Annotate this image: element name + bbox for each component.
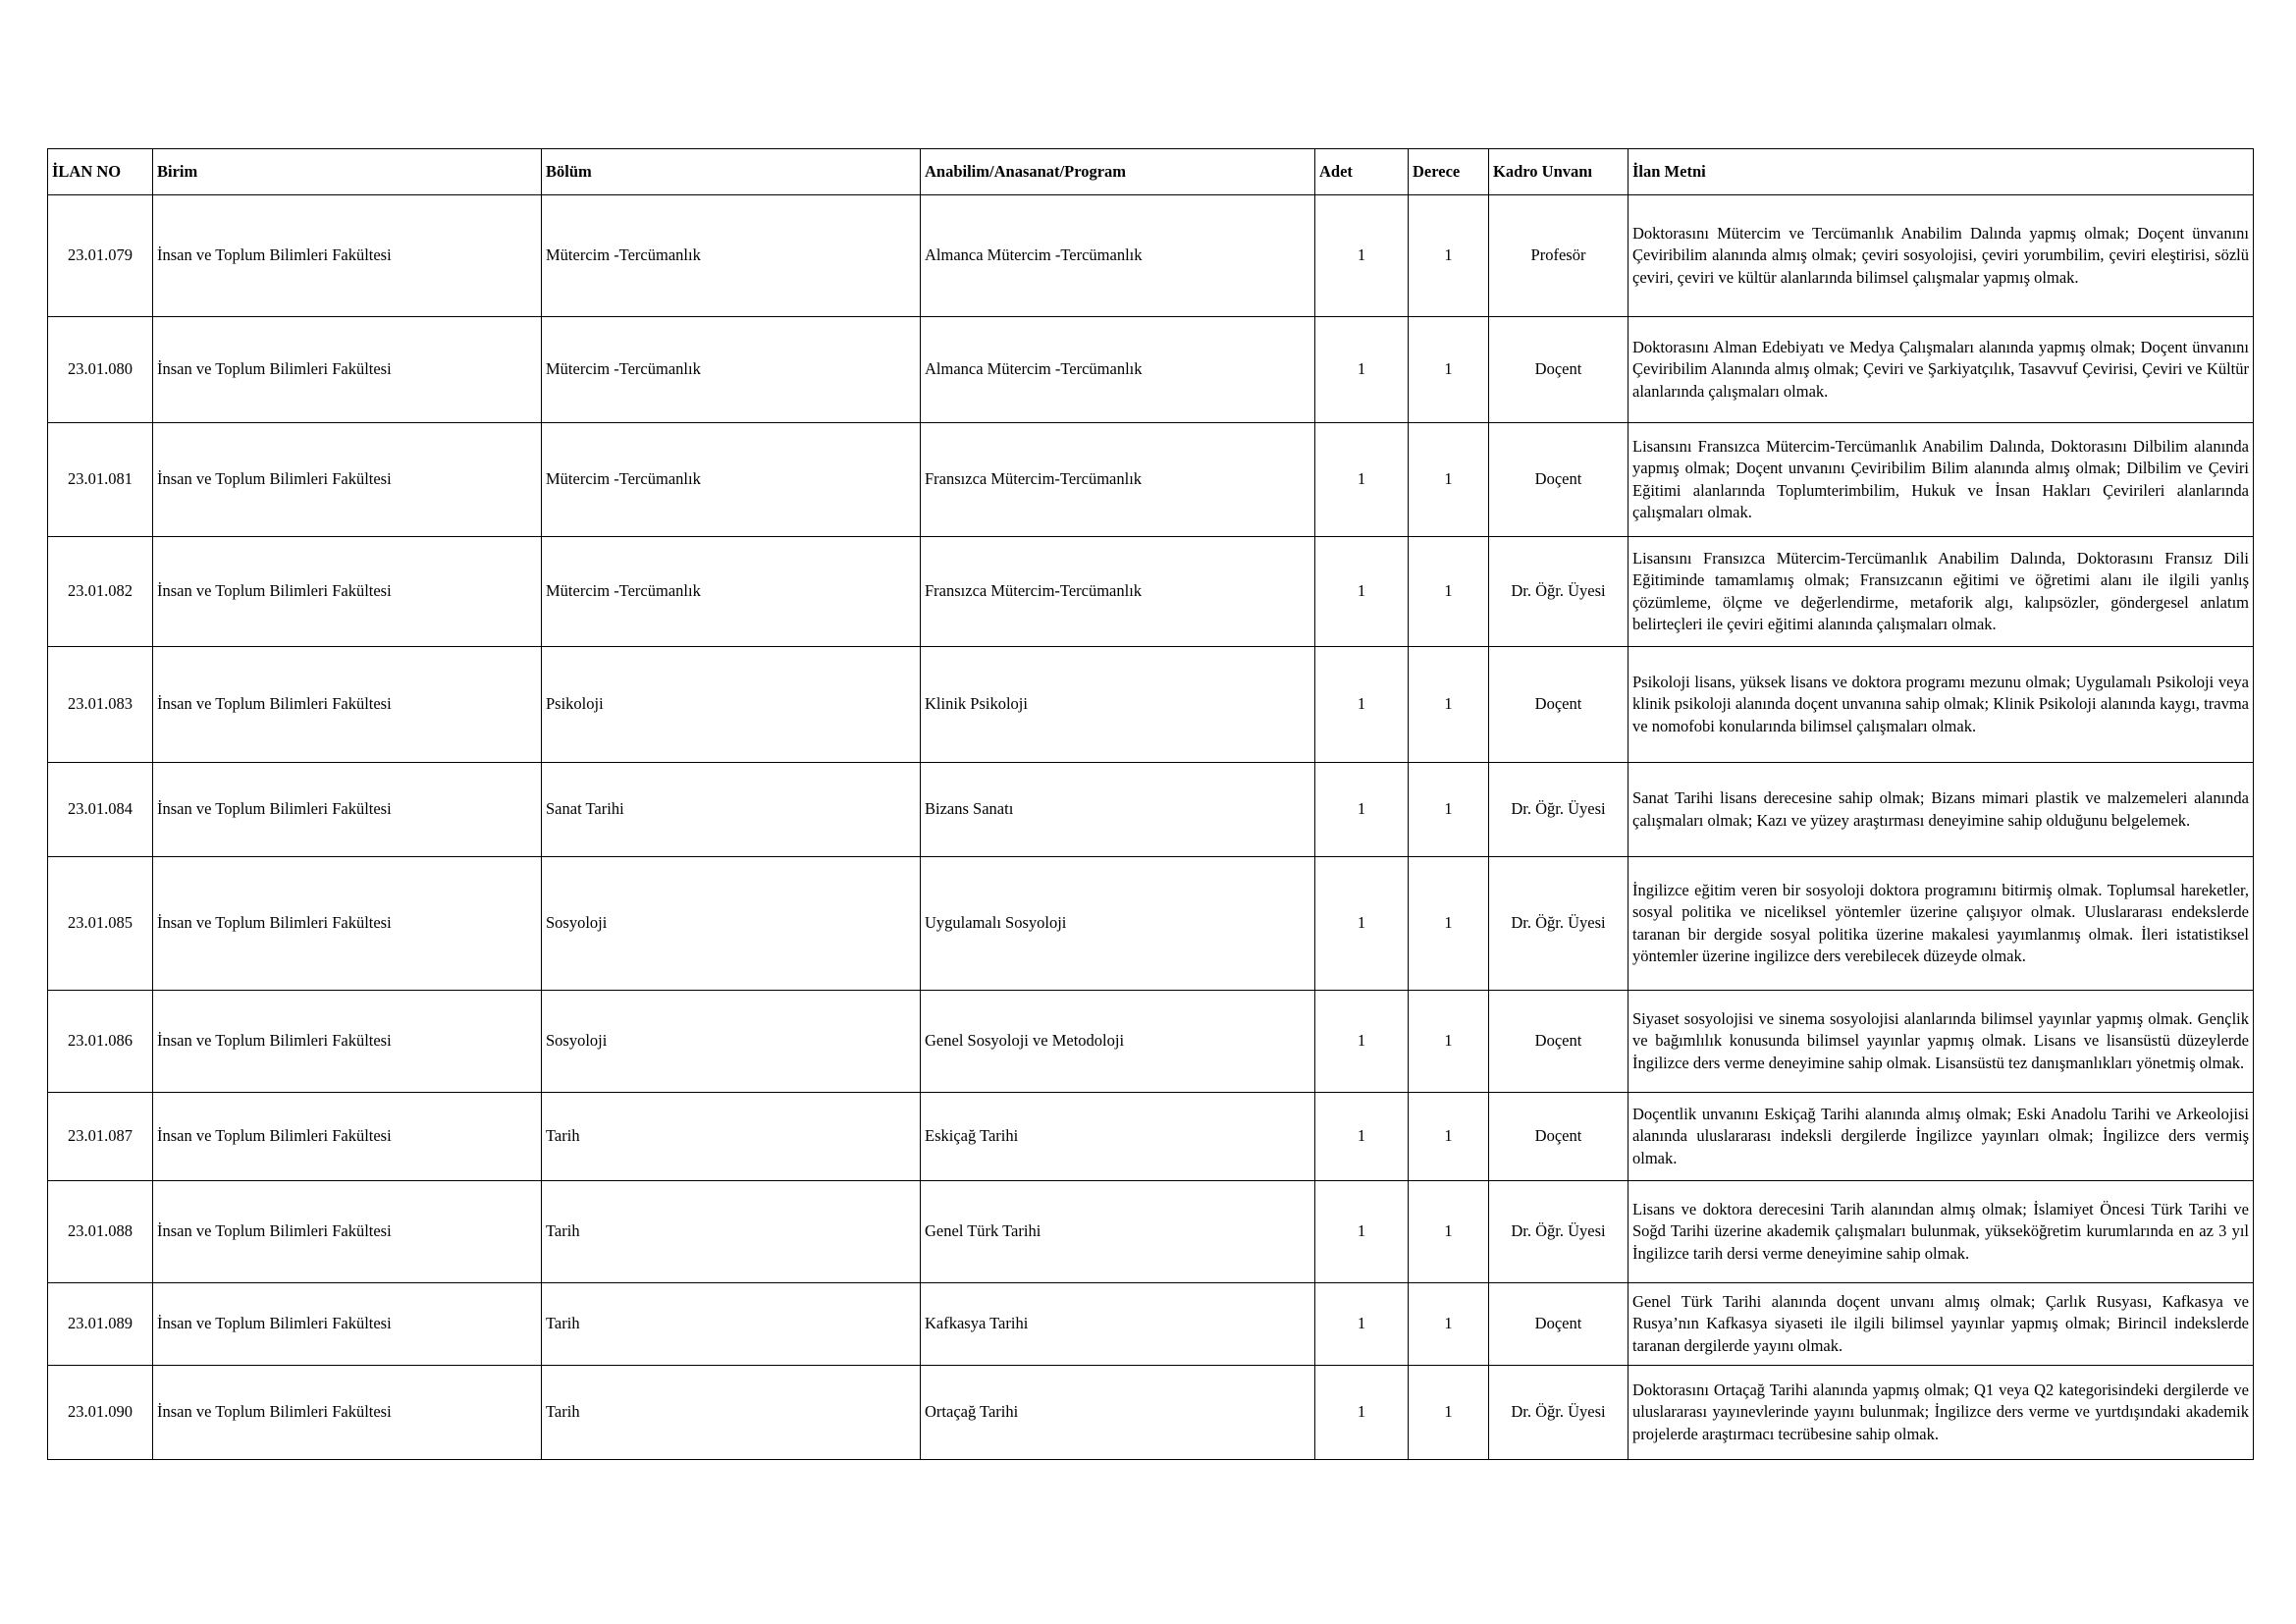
cell-ilan-metni: Sanat Tarihi lisans derecesine sahip olmak; Bizans mimari plastik ve malzemeleri alanında çalışmaları olmak; Kazı ve yüzey araştırması deneyimine sahip olduğunu belgelemek.	[1629, 763, 2254, 857]
cell-ilan-no: 23.01.082	[48, 537, 153, 647]
cell-bolum: Mütercim -Tercümanlık	[542, 317, 921, 423]
cell-ilan-metni: Doktorasını Mütercim ve Tercümanlık Anabilim Dalında yapmış olmak; Doçent ünvanını Çeviribilim alanında almış olmak; çeviri sosyolojisi, çeviri yorumbilim, çeviri eleştirisi, sözlü çeviri, çeviri ve kültür alanlarında bilimsel çalışmalar yapmış olmak.	[1629, 195, 2254, 317]
cell-derece: 1	[1409, 537, 1489, 647]
cell-birim: İnsan ve Toplum Bilimleri Fakültesi	[153, 1093, 542, 1181]
cell-birim: İnsan ve Toplum Bilimleri Fakültesi	[153, 991, 542, 1093]
cell-program: Ortaçağ Tarihi	[921, 1366, 1315, 1460]
cell-birim: İnsan ve Toplum Bilimleri Fakültesi	[153, 537, 542, 647]
cell-derece: 1	[1409, 1366, 1489, 1460]
cell-adet: 1	[1315, 423, 1409, 537]
cell-adet: 1	[1315, 763, 1409, 857]
cell-adet: 1	[1315, 1093, 1409, 1181]
cell-adet: 1	[1315, 537, 1409, 647]
cell-bolum: Sosyoloji	[542, 857, 921, 991]
header-kadro-unvani: Kadro Unvanı	[1489, 149, 1629, 195]
cell-ilan-metni: Genel Türk Tarihi alanında doçent unvanı almış olmak; Çarlık Rusyası, Kafkasya ve Rusya’nın Kafkasya siyaseti ile ilgili bilimsel yayınlar yapmış olmak; Birincil indekslerde taranan dergilerde yayını olmak.	[1629, 1283, 2254, 1366]
cell-ilan-no: 23.01.080	[48, 317, 153, 423]
cell-ilan-metni: Doktorasını Ortaçağ Tarihi alanında yapmış olmak; Q1 veya Q2 kategorisindeki dergilerde ve uluslararası yayınevlerinde yayını bulunmak; İngilizce ders verme ve yurtdışındaki akademik projelerde araştırmacı tecrübesine sahip olmak.	[1629, 1366, 2254, 1460]
cell-kadro-unvani: Dr. Öğr. Üyesi	[1489, 763, 1629, 857]
cell-program: Eskiçağ Tarihi	[921, 1093, 1315, 1181]
header-derece: Derece	[1409, 149, 1489, 195]
table-body	[48, 195, 2254, 1460]
cell-birim: İnsan ve Toplum Bilimleri Fakültesi	[153, 1181, 542, 1283]
cell-derece: 1	[1409, 763, 1489, 857]
table-row	[48, 423, 2254, 537]
cell-birim: İnsan ve Toplum Bilimleri Fakültesi	[153, 763, 542, 857]
cell-derece: 1	[1409, 1093, 1489, 1181]
cell-kadro-unvani: Dr. Öğr. Üyesi	[1489, 857, 1629, 991]
cell-ilan-no: 23.01.081	[48, 423, 153, 537]
cell-bolum: Tarih	[542, 1181, 921, 1283]
table-row	[48, 1181, 2254, 1283]
cell-program: Almanca Mütercim -Tercümanlık	[921, 195, 1315, 317]
table-row	[48, 317, 2254, 423]
cell-derece: 1	[1409, 423, 1489, 537]
cell-derece: 1	[1409, 991, 1489, 1093]
cell-kadro-unvani: Doçent	[1489, 647, 1629, 763]
cell-adet: 1	[1315, 1181, 1409, 1283]
cell-birim: İnsan ve Toplum Bilimleri Fakültesi	[153, 317, 542, 423]
cell-kadro-unvani: Dr. Öğr. Üyesi	[1489, 1181, 1629, 1283]
cell-derece: 1	[1409, 1181, 1489, 1283]
cell-ilan-no: 23.01.079	[48, 195, 153, 317]
cell-kadro-unvani: Doçent	[1489, 1093, 1629, 1181]
cell-adet: 1	[1315, 1366, 1409, 1460]
cell-program: Fransızca Mütercim-Tercümanlık	[921, 537, 1315, 647]
cell-ilan-metni: Siyaset sosyolojisi ve sinema sosyolojisi alanlarında bilimsel yayınlar yapmış olmak. Gençlik ve bağımlılık konusunda bilimsel yayınlar yapmış olmak. Lisans ve lisansüstü düzeylerde İngilizce ders verme deneyimine sahip olmak. Lisansüstü tez danışmanlıkları yönetmiş olmak.	[1629, 991, 2254, 1093]
cell-birim: İnsan ve Toplum Bilimleri Fakültesi	[153, 1283, 542, 1366]
cell-derece: 1	[1409, 647, 1489, 763]
cell-kadro-unvani: Dr. Öğr. Üyesi	[1489, 1366, 1629, 1460]
cell-derece: 1	[1409, 195, 1489, 317]
table-row	[48, 1366, 2254, 1460]
cell-kadro-unvani: Dr. Öğr. Üyesi	[1489, 537, 1629, 647]
cell-kadro-unvani: Doçent	[1489, 991, 1629, 1093]
cell-bolum: Tarih	[542, 1093, 921, 1181]
table-row	[48, 1283, 2254, 1366]
cell-bolum: Mütercim -Tercümanlık	[542, 423, 921, 537]
cell-birim: İnsan ve Toplum Bilimleri Fakültesi	[153, 647, 542, 763]
cell-bolum: Psikoloji	[542, 647, 921, 763]
cell-ilan-no: 23.01.084	[48, 763, 153, 857]
cell-bolum: Mütercim -Tercümanlık	[542, 537, 921, 647]
cell-derece: 1	[1409, 857, 1489, 991]
table-row	[48, 647, 2254, 763]
cell-ilan-no: 23.01.087	[48, 1093, 153, 1181]
cell-ilan-metni: Doktorasını Alman Edebiyatı ve Medya Çalışmaları alanında yapmış olmak; Doçent ünvanını Çeviribilim Alanında almış olmak; Çeviri ve Şarkiyatçılık, Tasavvuf Çevirisi, Çeviri ve Kültür alanlarında çalışmaları olmak.	[1629, 317, 2254, 423]
table-row	[48, 195, 2254, 317]
cell-bolum: Sanat Tarihi	[542, 763, 921, 857]
cell-birim: İnsan ve Toplum Bilimleri Fakültesi	[153, 1366, 542, 1460]
cell-ilan-metni: İngilizce eğitim veren bir sosyoloji doktora programını bitirmiş olmak. Toplumsal hareketler, sosyal politika ve niceliksel yöntemler üzerine çalışıyor olmak. Uluslararası endekslerde taranan bir dergide sosyal politika üzerine makalesi yayımlanmış olmak. İleri istatistiksel yöntemler üzerine ingilizce ders verebilecek düzeyde olmak.	[1629, 857, 2254, 991]
cell-adet: 1	[1315, 991, 1409, 1093]
cell-ilan-metni: Lisansını Fransızca Mütercim-Tercümanlık Anabilim Dalında, Doktorasını Fransız Dili Eğitiminde tamamlamış olmak; Fransızcanın eğitimi ve öğretimi alanı ile ilgili yanlış çözümleme, ölçme ve değerlendirme, metaforik algı, kalıpsözler, göndergesel anlatım belirteçleri ile çeviri eğitimi alanında çalışmaları olmak.	[1629, 537, 2254, 647]
cell-kadro-unvani: Doçent	[1489, 1283, 1629, 1366]
cell-bolum: Tarih	[542, 1283, 921, 1366]
header-program: Anabilim/Anasanat/Program	[921, 149, 1315, 195]
header-ilan-metni: İlan Metni	[1629, 149, 2254, 195]
cell-program: Genel Sosyoloji ve Metodoloji	[921, 991, 1315, 1093]
cell-program: Almanca Mütercim -Tercümanlık	[921, 317, 1315, 423]
cell-bolum: Tarih	[542, 1366, 921, 1460]
cell-ilan-no: 23.01.086	[48, 991, 153, 1093]
cell-adet: 1	[1315, 317, 1409, 423]
cell-ilan-no: 23.01.088	[48, 1181, 153, 1283]
cell-ilan-no: 23.01.085	[48, 857, 153, 991]
cell-birim: İnsan ve Toplum Bilimleri Fakültesi	[153, 857, 542, 991]
header-adet: Adet	[1315, 149, 1409, 195]
cell-adet: 1	[1315, 195, 1409, 317]
header-row	[48, 149, 2254, 195]
table-row	[48, 537, 2254, 647]
cell-program: Uygulamalı Sosyoloji	[921, 857, 1315, 991]
cell-adet: 1	[1315, 647, 1409, 763]
header-bolum: Bölüm	[542, 149, 921, 195]
cell-derece: 1	[1409, 317, 1489, 423]
cell-adet: 1	[1315, 1283, 1409, 1366]
cell-adet: 1	[1315, 857, 1409, 991]
cell-bolum: Sosyoloji	[542, 991, 921, 1093]
cell-birim: İnsan ve Toplum Bilimleri Fakültesi	[153, 195, 542, 317]
table-row	[48, 857, 2254, 991]
cell-ilan-metni: Psikoloji lisans, yüksek lisans ve doktora programı mezunu olmak; Uygulamalı Psikoloji veya klinik psikoloji alanında doçent unvanına sahip olmak; Klinik Psikoloji alanında kaygı, travma ve nomofobi konularında bilimsel çalışmaları olmak.	[1629, 647, 2254, 763]
cell-kadro-unvani: Doçent	[1489, 317, 1629, 423]
header-ilan-no: İLAN NO	[48, 149, 153, 195]
cell-kadro-unvani: Profesör	[1489, 195, 1629, 317]
cell-birim: İnsan ve Toplum Bilimleri Fakültesi	[153, 423, 542, 537]
table-row	[48, 991, 2254, 1093]
cell-bolum: Mütercim -Tercümanlık	[542, 195, 921, 317]
cell-ilan-no: 23.01.090	[48, 1366, 153, 1460]
cell-ilan-no: 23.01.089	[48, 1283, 153, 1366]
table-row	[48, 1093, 2254, 1181]
cell-ilan-no: 23.01.083	[48, 647, 153, 763]
cell-derece: 1	[1409, 1283, 1489, 1366]
cell-program: Fransızca Mütercim-Tercümanlık	[921, 423, 1315, 537]
header-birim: Birim	[153, 149, 542, 195]
cell-program: Genel Türk Tarihi	[921, 1181, 1315, 1283]
cell-program: Bizans Sanatı	[921, 763, 1315, 857]
cell-program: Klinik Psikoloji	[921, 647, 1315, 763]
cell-program: Kafkasya Tarihi	[921, 1283, 1315, 1366]
ilan-table	[47, 148, 2254, 1460]
cell-ilan-metni: Doçentlik unvanını Eskiçağ Tarihi alanında almış olmak; Eski Anadolu Tarihi ve Arkeolojisi alanında uluslararası indeksli dergilerde İngilizce yayınları olmak; İngilizce ders vermiş olmak.	[1629, 1093, 2254, 1181]
cell-kadro-unvani: Doçent	[1489, 423, 1629, 537]
table-row	[48, 763, 2254, 857]
cell-ilan-metni: Lisansını Fransızca Mütercim-Tercümanlık Anabilim Dalında, Doktorasını Dilbilim alanında yapmış olmak; Doçent unvanını Çeviribilim Bilim alanında almış olmak; Dilbilim ve Çeviri Eğitimi alanlarında Toplumterimbilim, Hukuk ve İnsan Hakları Çevirileri alanlarında çalışmaları olmak.	[1629, 423, 2254, 537]
cell-ilan-metni: Lisans ve doktora derecesini Tarih alanından almış olmak; İslamiyet Öncesi Türk Tarihi ve Soğd Tarihi üzerine akademik çalışmaları bulunmak, yükseköğretim kurumlarında en az 3 yıl İngilizce tarih dersi verme deneyimine sahip olmak.	[1629, 1181, 2254, 1283]
